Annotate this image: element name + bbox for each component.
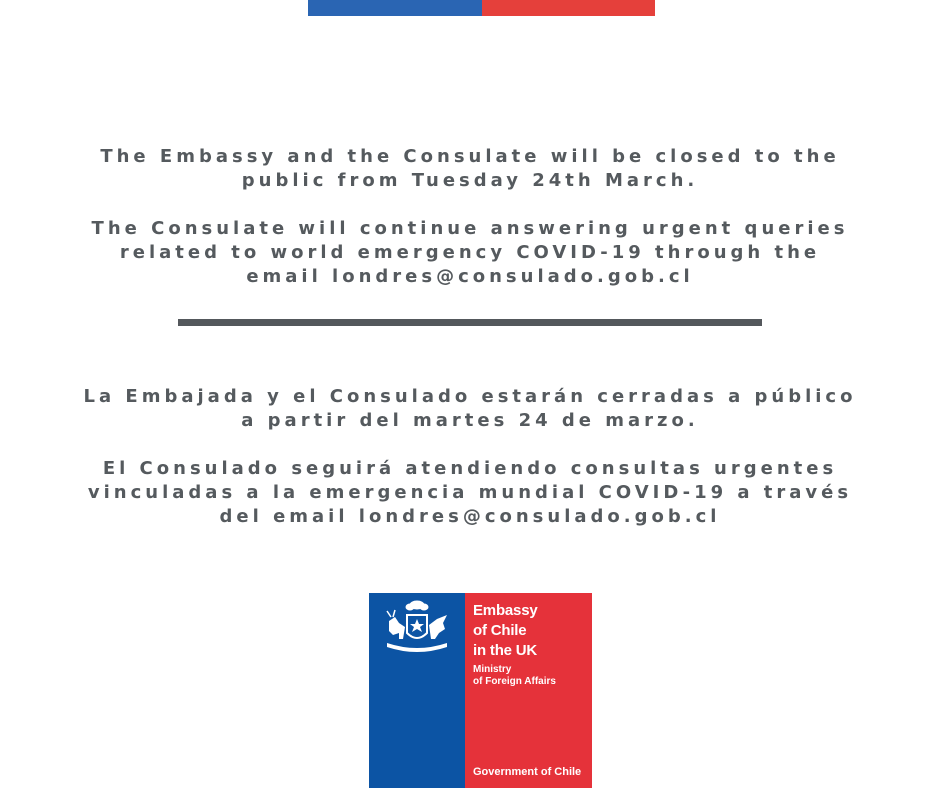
english-closure-notice: The Embassy and the Consulate will be closed to the public from Tuesday 24th March. xyxy=(100,146,840,191)
spanish-closure-notice: La Embajada y el Consulado estarán cerradas a público a partir del martes 24 de marzo. xyxy=(83,386,857,431)
logo-title-line-2: of Chile xyxy=(473,622,527,639)
embassy-logo xyxy=(369,593,592,788)
logo-ministry-line-1: Ministry xyxy=(473,664,512,675)
flag-strip xyxy=(308,0,655,16)
spanish-queries-notice: El Consulado seguirá atendiendo consultas urgentes vinculadas a la emergencia mundial COVID-19 a través del email londres@consulado.gob.cl xyxy=(87,458,853,527)
english-queries-notice: The Consulate will continue answering urgent queries related to world emergency COVID-19 through the email londres@consulado.gob.cl xyxy=(91,218,849,287)
section-divider xyxy=(178,319,762,326)
logo-title-line-1: Embassy xyxy=(473,602,538,619)
coat-of-arms-icon xyxy=(377,599,457,659)
logo-ministry-line-2: of Foreign Affairs xyxy=(473,676,556,687)
logo-blue-panel xyxy=(369,593,465,788)
flag-strip-red xyxy=(482,0,655,16)
logo-red-panel xyxy=(465,593,592,788)
flag-strip-blue xyxy=(308,0,482,16)
logo-title-line-3: in the UK xyxy=(473,642,538,659)
logo-government-label: Government of Chile xyxy=(473,766,582,778)
